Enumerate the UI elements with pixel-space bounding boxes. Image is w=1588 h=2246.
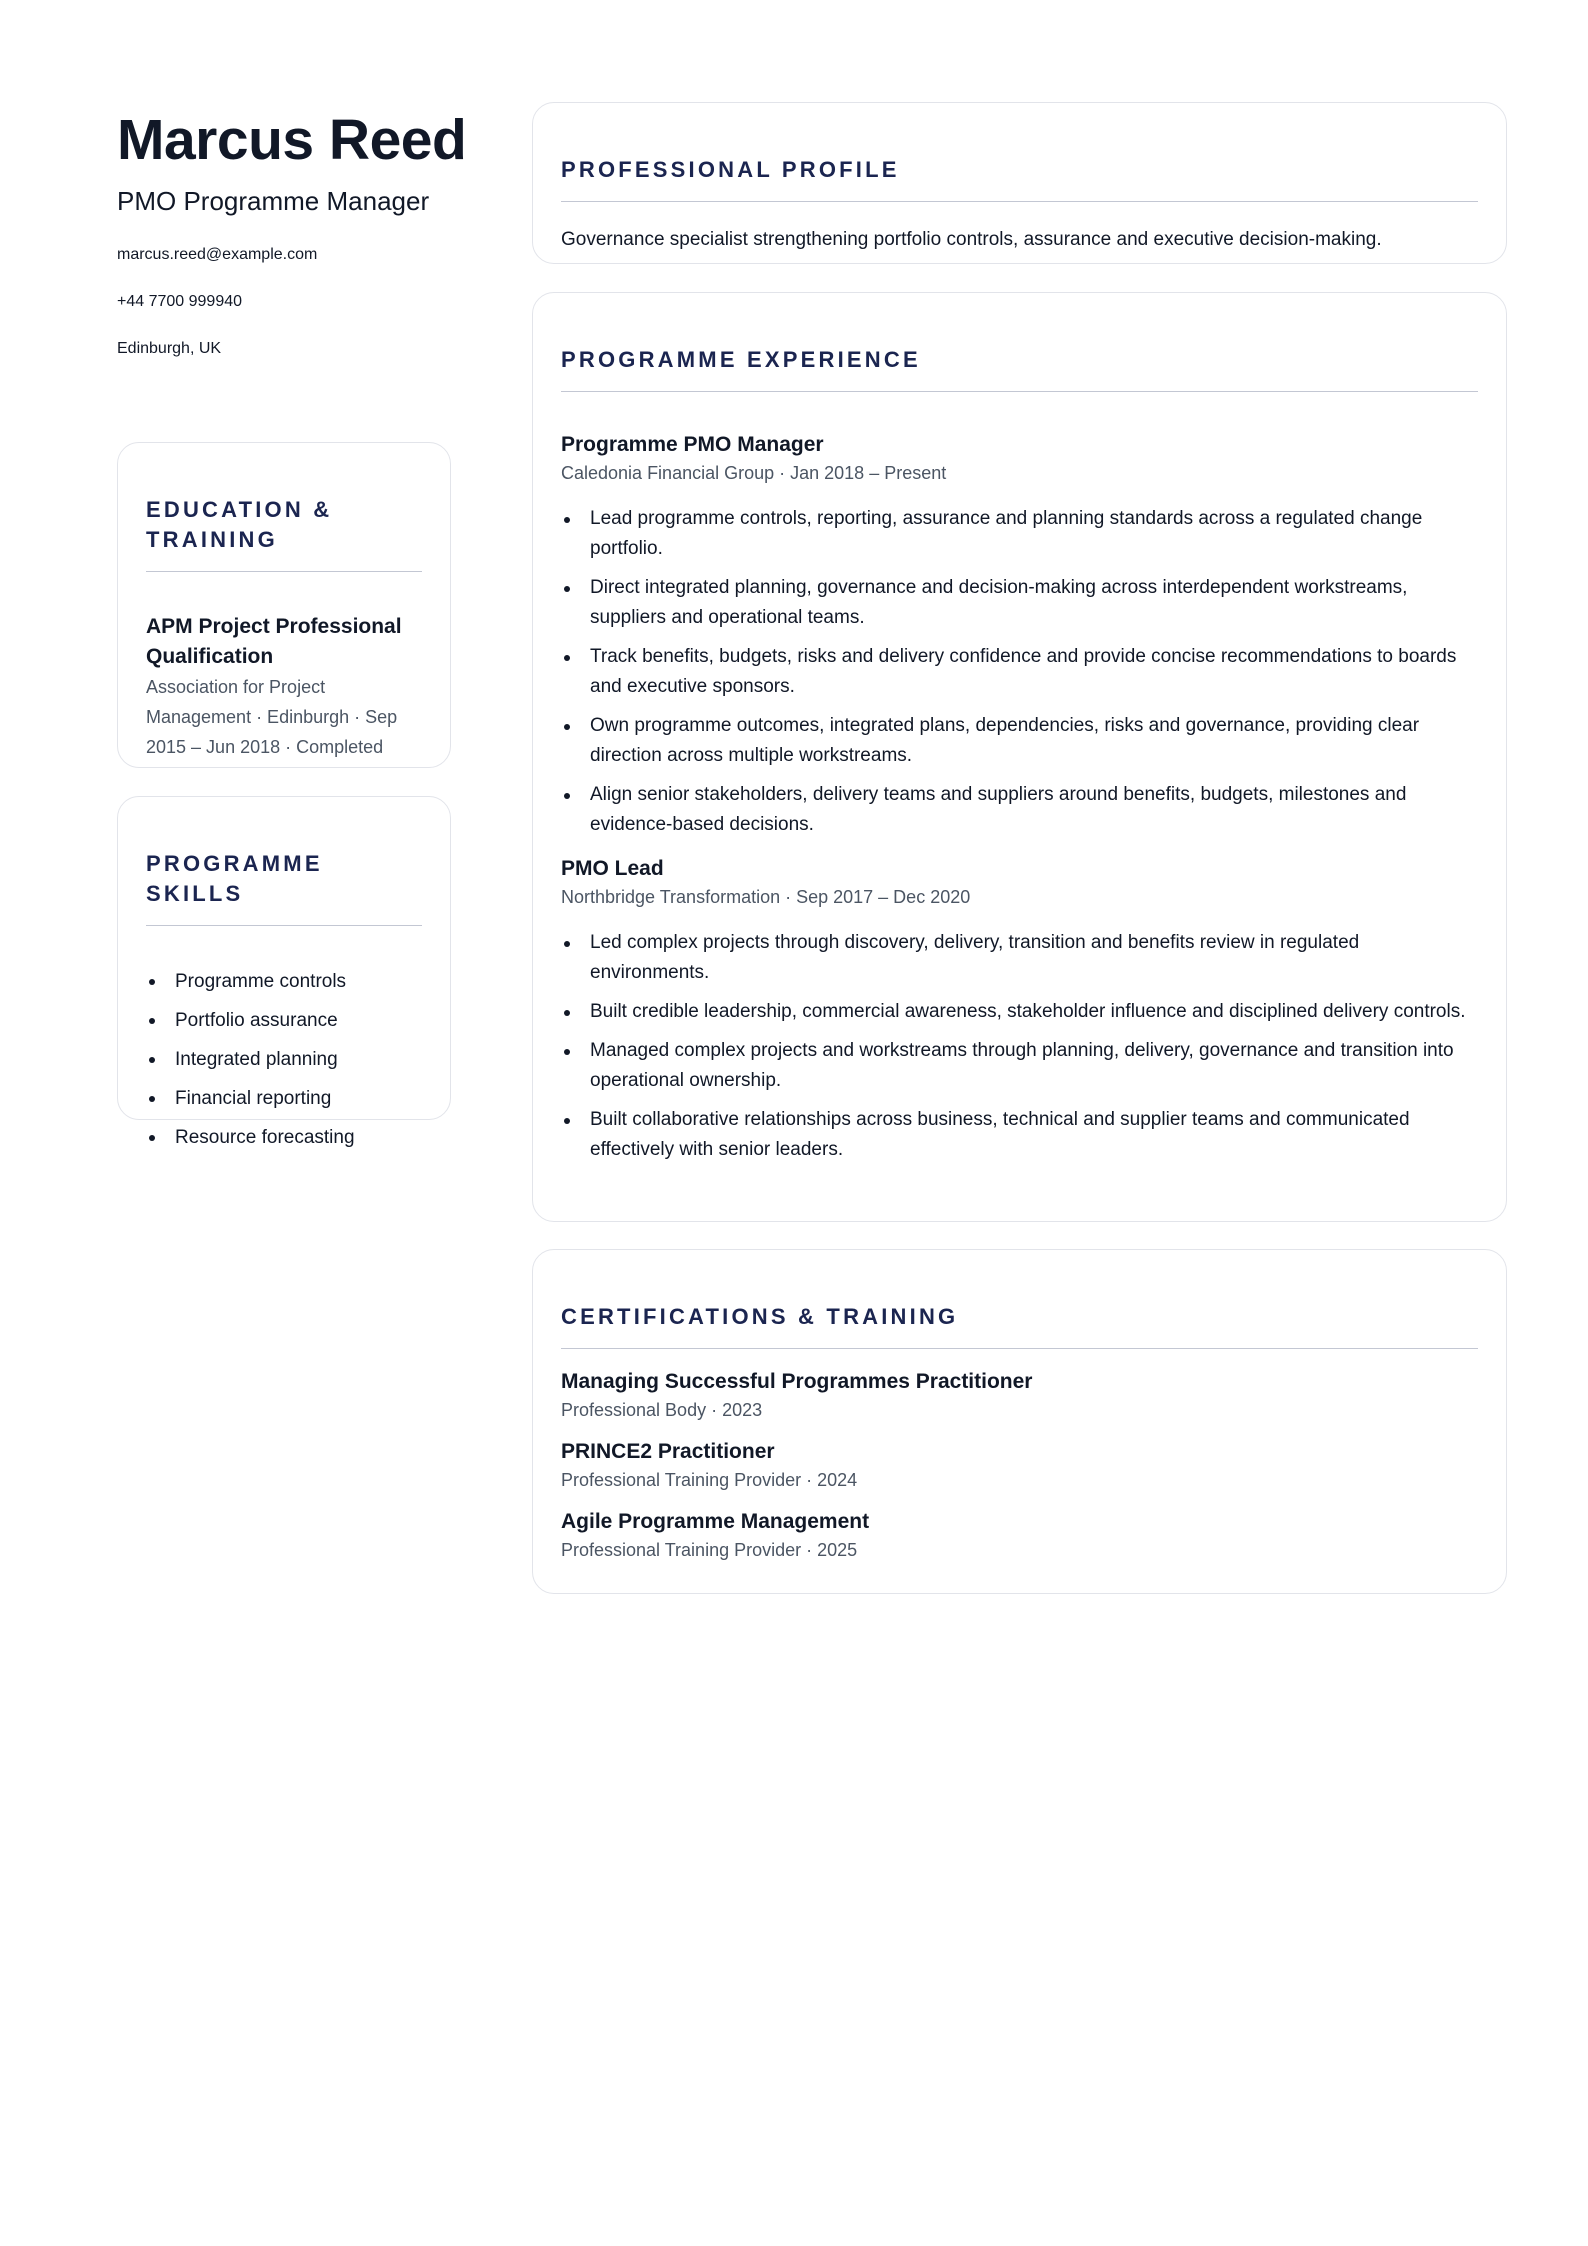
job-bullet: Managed complex projects and workstreams through planning, delivery, governance and transition into operational ownership. — [561, 1036, 1478, 1096]
certification-title: Agile Programme Management — [561, 1510, 870, 1533]
education-card — [117, 442, 451, 768]
profile-card — [532, 102, 1507, 264]
certification-meta: Professional Training Provider · 2025 — [561, 1540, 858, 1560]
job-entry — [561, 854, 1478, 1165]
education-meta: Association for Project Management · Edinburgh · Sep 2015 – Jun 2018 · Completed — [146, 677, 398, 757]
job-bullet: Led complex projects through discovery, delivery, transition and benefits review in regulated environments. — [561, 928, 1478, 988]
skill-item: Financial reporting — [146, 1079, 422, 1118]
job-bullet: Lead programme controls, reporting, assurance and planning standards across a regulated change portfolio. — [561, 504, 1478, 564]
section-divider — [146, 571, 422, 572]
candidate-name: Marcus Reed — [117, 108, 467, 172]
job-title: PMO Lead — [561, 857, 664, 880]
certification-title: Managing Successful Programmes Practitioner — [561, 1370, 1033, 1393]
certification-title: PRINCE2 Practitioner — [561, 1440, 775, 1463]
job-bullets — [561, 504, 1478, 840]
contact-email[interactable]: marcus.reed@example.com — [117, 246, 318, 263]
education-title: APM Project Professional Qualification — [146, 615, 402, 668]
certifications-heading: CERTIFICATIONS & TRAINING — [561, 1304, 959, 1329]
certifications-card — [532, 1249, 1507, 1594]
job-title: Programme PMO Manager — [561, 433, 824, 456]
skills-card — [117, 796, 451, 1148]
sidebar — [117, 108, 467, 385]
skills-heading: PROGRAMME SKILLS — [146, 851, 323, 906]
job-bullet: Align senior stakeholders, delivery teams and suppliers around benefits, budgets, milestones and evidence-based decisions. — [561, 780, 1478, 840]
certification-item — [561, 1367, 1478, 1423]
certification-meta: Professional Body · 2023 — [561, 1400, 763, 1420]
education-heading: EDUCATION & TRAINING — [146, 497, 333, 552]
section-divider — [561, 1348, 1478, 1349]
profile-heading: PROFESSIONAL PROFILE — [561, 157, 900, 182]
certification-item — [561, 1507, 1478, 1563]
profile-summary: Governance specialist strengthening portfolio controls, assurance and executive decision-making. — [561, 229, 1382, 250]
job-meta: Caledonia Financial Group · Jan 2018 – Present — [561, 463, 947, 483]
job-bullet: Own programme outcomes, integrated plans, dependencies, risks and governance, providing clear direction across multiple workstreams. — [561, 711, 1478, 771]
job-bullet: Track benefits, budgets, risks and delivery confidence and provide concise recommendations to boards and executive sponsors. — [561, 642, 1478, 702]
section-divider — [561, 201, 1478, 202]
job-meta: Northbridge Transformation · Sep 2017 – Dec 2020 — [561, 887, 971, 907]
contact-block — [117, 244, 451, 360]
contact-phone[interactable]: +44 7700 999940 — [117, 293, 243, 310]
section-divider — [146, 925, 422, 926]
job-entry — [561, 430, 1478, 840]
certifications-list — [561, 1367, 1478, 1563]
job-bullet: Direct integrated planning, governance and decision-making across interdependent workstreams, suppliers and operational teams. — [561, 573, 1478, 633]
skill-item: Integrated planning — [146, 1040, 422, 1079]
certification-item — [561, 1437, 1478, 1493]
experience-card — [532, 292, 1507, 1222]
skills-list — [146, 962, 422, 1157]
skill-item: Programme controls — [146, 962, 422, 1001]
experience-heading: PROGRAMME EXPERIENCE — [561, 347, 921, 372]
candidate-role: PMO Programme Manager — [117, 186, 430, 216]
section-divider — [561, 391, 1478, 392]
skill-item: Portfolio assurance — [146, 1001, 422, 1040]
education-item — [146, 612, 422, 762]
certification-meta: Professional Training Provider · 2024 — [561, 1470, 858, 1490]
contact-location: Edinburgh, UK — [117, 340, 222, 357]
job-bullet: Built collaborative relationships across business, technical and supplier teams and communicated effectively with senior leaders. — [561, 1105, 1478, 1165]
job-bullets — [561, 928, 1478, 1165]
skill-item: Resource forecasting — [146, 1118, 422, 1157]
job-bullet: Built credible leadership, commercial awareness, stakeholder influence and disciplined delivery controls. — [561, 997, 1478, 1027]
